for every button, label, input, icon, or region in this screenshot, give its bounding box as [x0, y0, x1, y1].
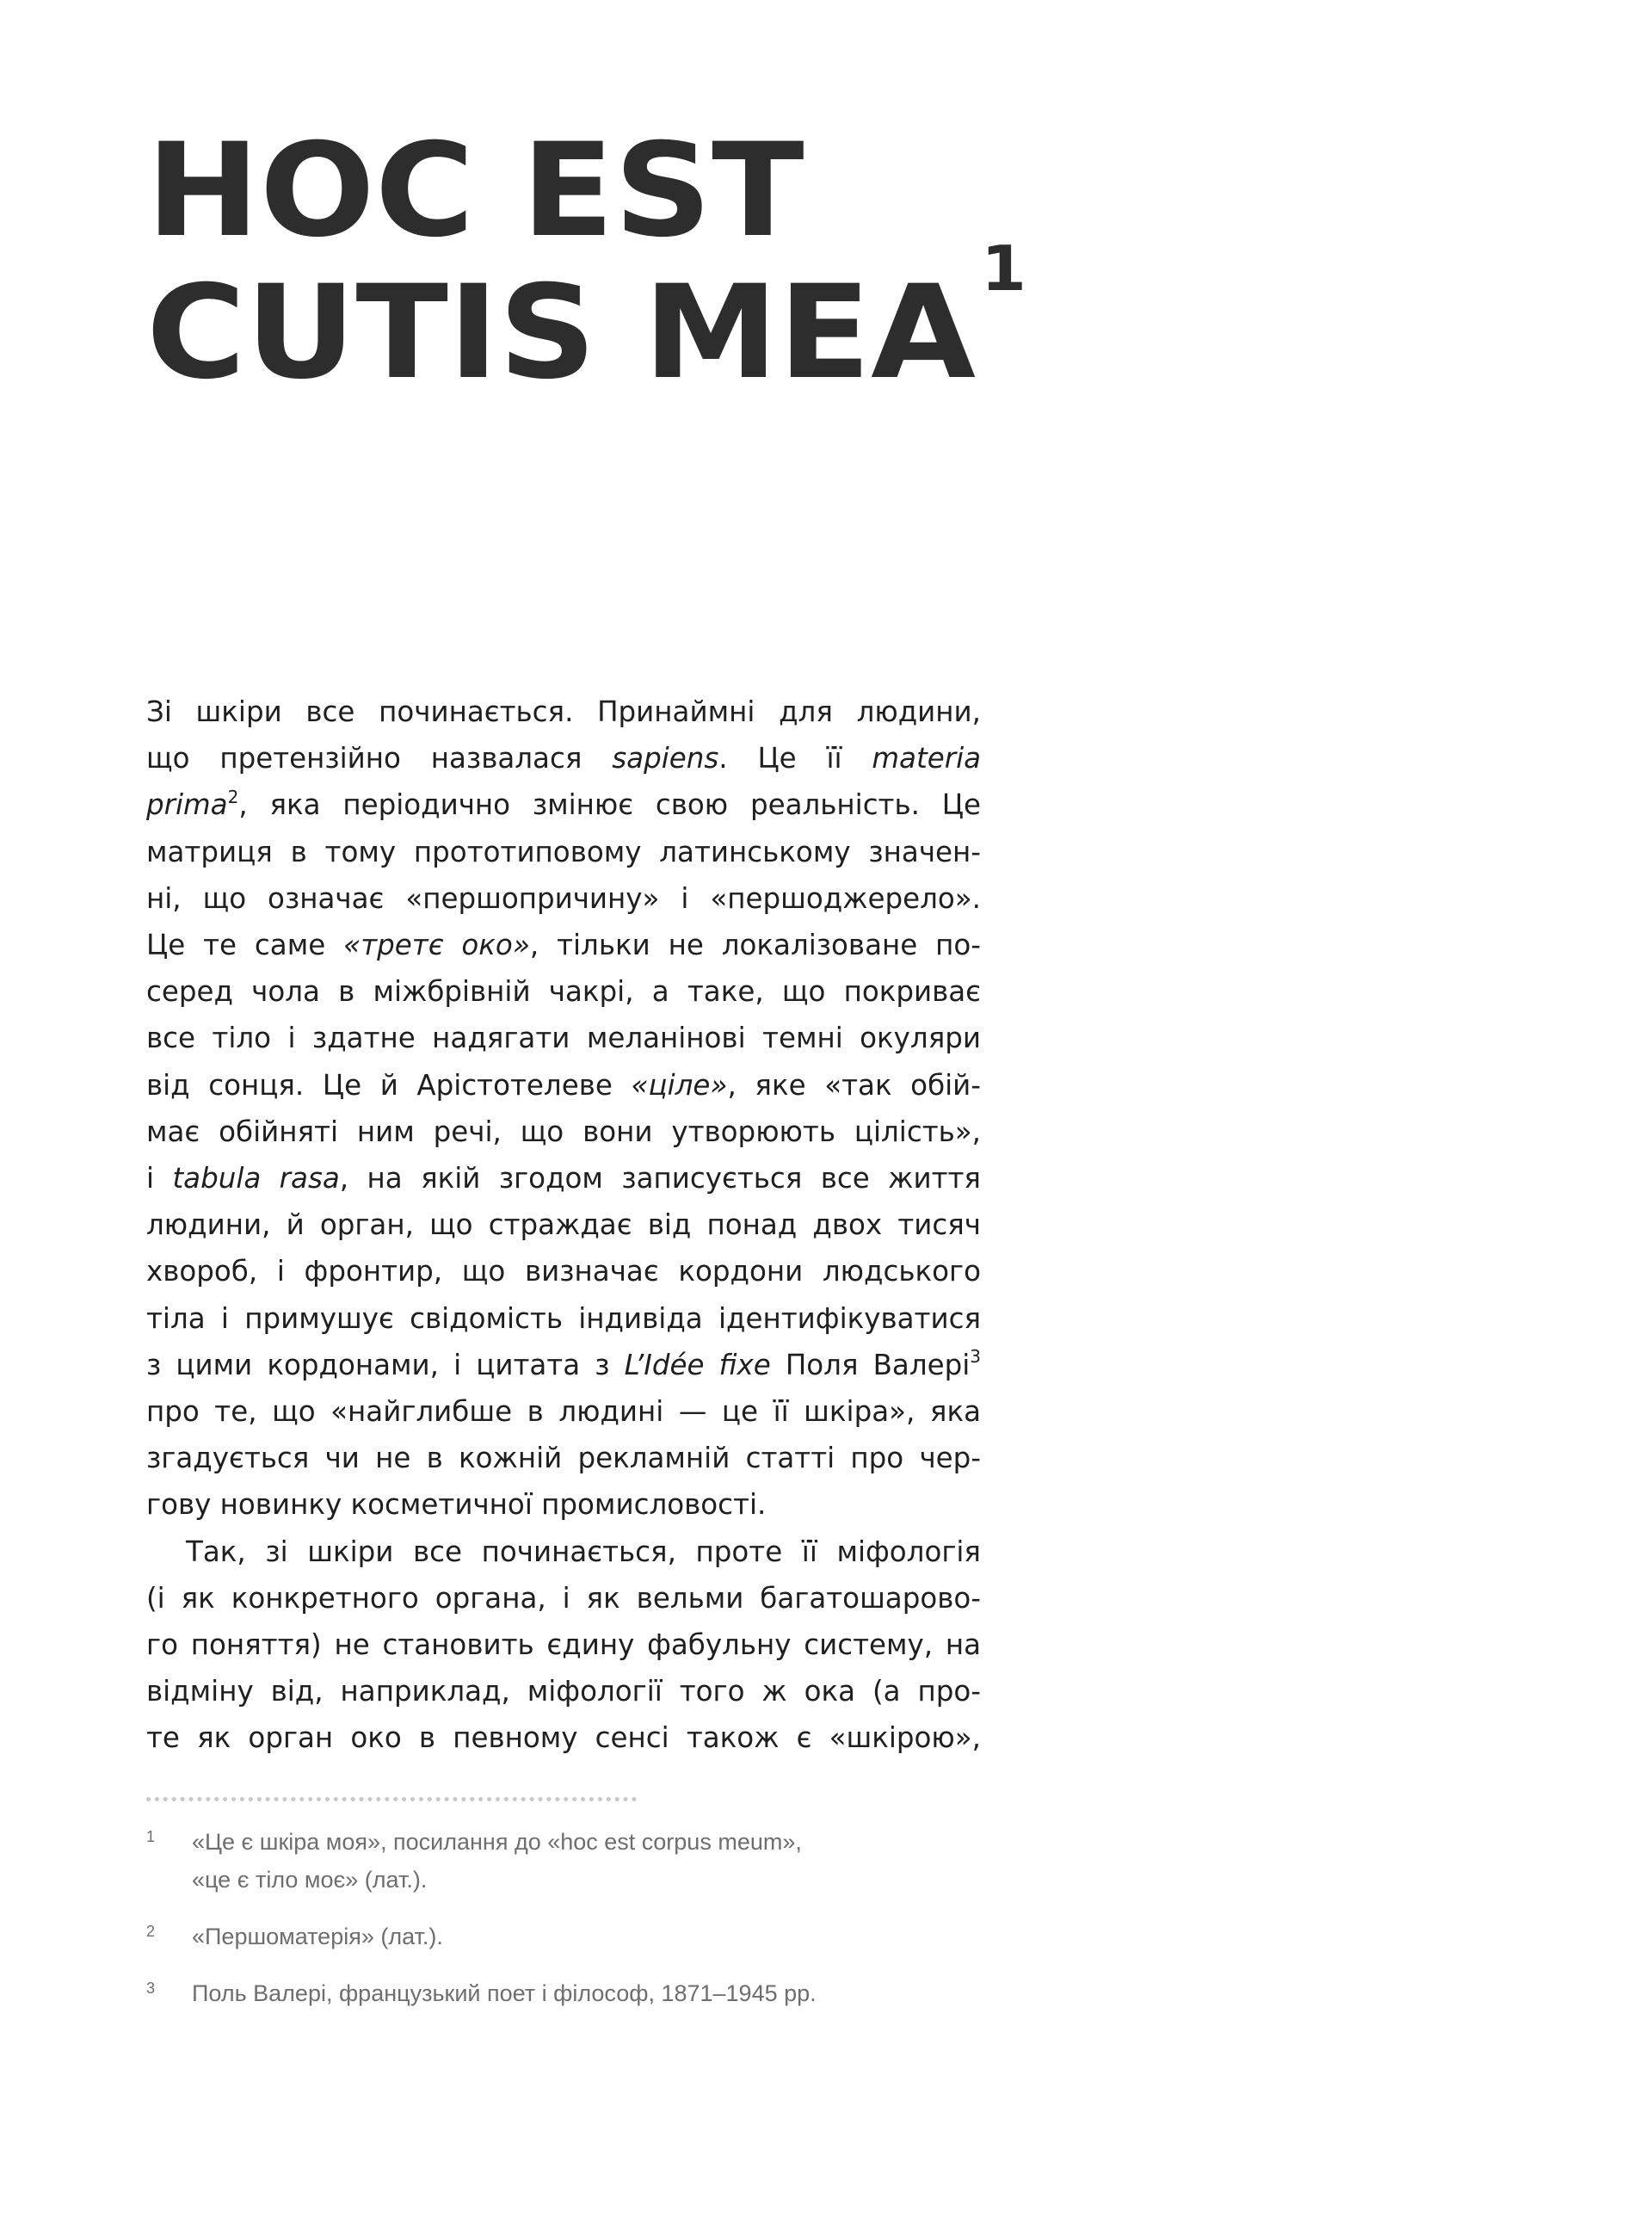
chapter-title-line-2-text: CUTIS MEA [146, 258, 976, 408]
body-line [146, 1575, 981, 1621]
body-line [146, 1155, 981, 1201]
body-text-run: . Це її [718, 742, 872, 775]
italic-term: «ціле» [631, 1068, 728, 1102]
body-text-run: , яке «так обій- [727, 1068, 981, 1102]
body-line [146, 689, 981, 735]
body-line [146, 1201, 981, 1248]
body-text-run: матриця в тому прототиповому латинському значен- [146, 835, 981, 868]
footnotes [146, 1823, 1093, 2031]
body-text-run: Так, зі шкіри все починається, проте її міфологія [186, 1535, 981, 1568]
body-text-run: тіла і примушує свідомість індивіда ідентифікуватися [146, 1301, 981, 1335]
italic-term: «третє око» [343, 929, 530, 962]
footnote-number: 2 [146, 1923, 156, 1940]
body-line [146, 1435, 981, 1481]
body-text-run: згадується чи не в кожній рекламній статті про чер- [146, 1442, 981, 1475]
body-line [146, 1714, 981, 1761]
footnote-text [192, 1823, 1093, 1899]
body-line [146, 781, 981, 828]
footnote-text [192, 1974, 1093, 2012]
body-text-run: людини, й орган, що страждає від понад двох тисяч [146, 1208, 981, 1242]
footnote-number: 1 [146, 1828, 156, 1845]
body-line [146, 1668, 981, 1714]
footnote-divider [146, 1797, 637, 1801]
body-line [146, 829, 981, 875]
body-line [146, 1295, 981, 1342]
body-text-run: відміну від, наприклад, міфології того ж ока (а про- [146, 1675, 981, 1708]
body-line [146, 1481, 981, 1528]
body-text-run: , тільки не локалізоване по- [529, 929, 981, 962]
body-line [146, 968, 981, 1015]
body-line [146, 922, 981, 968]
body-text-run: ні, що означає «першопричину» і «першоджерело». [146, 881, 981, 915]
body-line [146, 875, 981, 922]
body-text-run: про те, що «найглибше в людині — це її шкіра», яка [146, 1395, 981, 1429]
body-text-run: , на якій згодом записується все життя [339, 1162, 981, 1195]
italic-term: prima [146, 788, 228, 822]
footnote-number: 3 [146, 1980, 156, 1997]
body-text-run: все тіло і здатне надягати меланінові темні окуляри [146, 1022, 981, 1055]
body-text-run: го поняття) не становить єдину фабульну систему, на [146, 1628, 981, 1662]
body-line [146, 1248, 981, 1294]
body-text-run: , яка періодично змінює свою реальність. Це [238, 788, 981, 822]
body-text-run: серед чола в міжбрівній чакрі, а таке, що покриває [146, 975, 981, 1009]
body-text-run: від сонця. Це й Арістотелеве [146, 1068, 632, 1102]
body-line [146, 1342, 981, 1388]
body-text-run: Поля Валері [770, 1348, 971, 1381]
chapter-title-line-2 [146, 232, 1026, 408]
body-line [146, 1621, 981, 1668]
body-text-run: має обійняті ним речі, що вони утворюють цілість», [146, 1115, 981, 1148]
italic-term: tabula rasa [172, 1162, 340, 1195]
body-text-run: і [146, 1162, 173, 1195]
body-line [146, 1062, 981, 1109]
footnote-text [192, 1918, 1093, 1955]
body-text-run: (і як конкретного органа, і як вельми багатошарово- [146, 1581, 981, 1615]
body-line [146, 1529, 981, 1575]
footnote-item [146, 1974, 1093, 2012]
footnote-text-line: Поль Валері, французький поет і філософ, 1871–1945 рр. [192, 1980, 817, 2006]
body-text-run: хвороб, і фронтир, що визначає кордони людського [146, 1255, 981, 1288]
footnote-reference: 3 [970, 1346, 981, 1368]
body-text-run: з цими кордонами, і цитата з [146, 1348, 625, 1381]
body-line [146, 1015, 981, 1061]
body-text [146, 689, 981, 1762]
footnote-text-line: «Це є шкіра моя», посилання до «hoc est corpus meum», [192, 1829, 802, 1855]
footnote-text-line: «це є тіло моє» (лат.). [192, 1867, 428, 1893]
italic-term: sapiens [612, 742, 719, 775]
body-text-run: Зі шкіри все починається. Принаймні для людини, [146, 695, 981, 728]
body-line [146, 1109, 981, 1155]
body-line [146, 1388, 981, 1435]
body-text-run: те як орган око в певному сенсі також є «шкірою», [146, 1721, 981, 1755]
italic-term: L’Idée fixe [624, 1348, 771, 1381]
body-text-run: гову новинку косметичної промисловості. [146, 1488, 767, 1522]
title-footnote-mark: 1 [981, 232, 1026, 305]
chapter-title [146, 116, 1026, 408]
italic-term: materia [872, 742, 982, 775]
footnote-item [146, 1918, 1093, 1955]
footnote-item [146, 1823, 1093, 1899]
footnote-reference: 2 [227, 786, 239, 807]
body-text-run: що претензійно назвалася [146, 742, 613, 775]
chapter-title-line-1: HOC EST [146, 116, 804, 266]
body-text-run: Це те саме [146, 929, 344, 962]
body-line [146, 735, 981, 781]
footnote-text-line: «Першоматерія» (лат.). [192, 1924, 443, 1949]
